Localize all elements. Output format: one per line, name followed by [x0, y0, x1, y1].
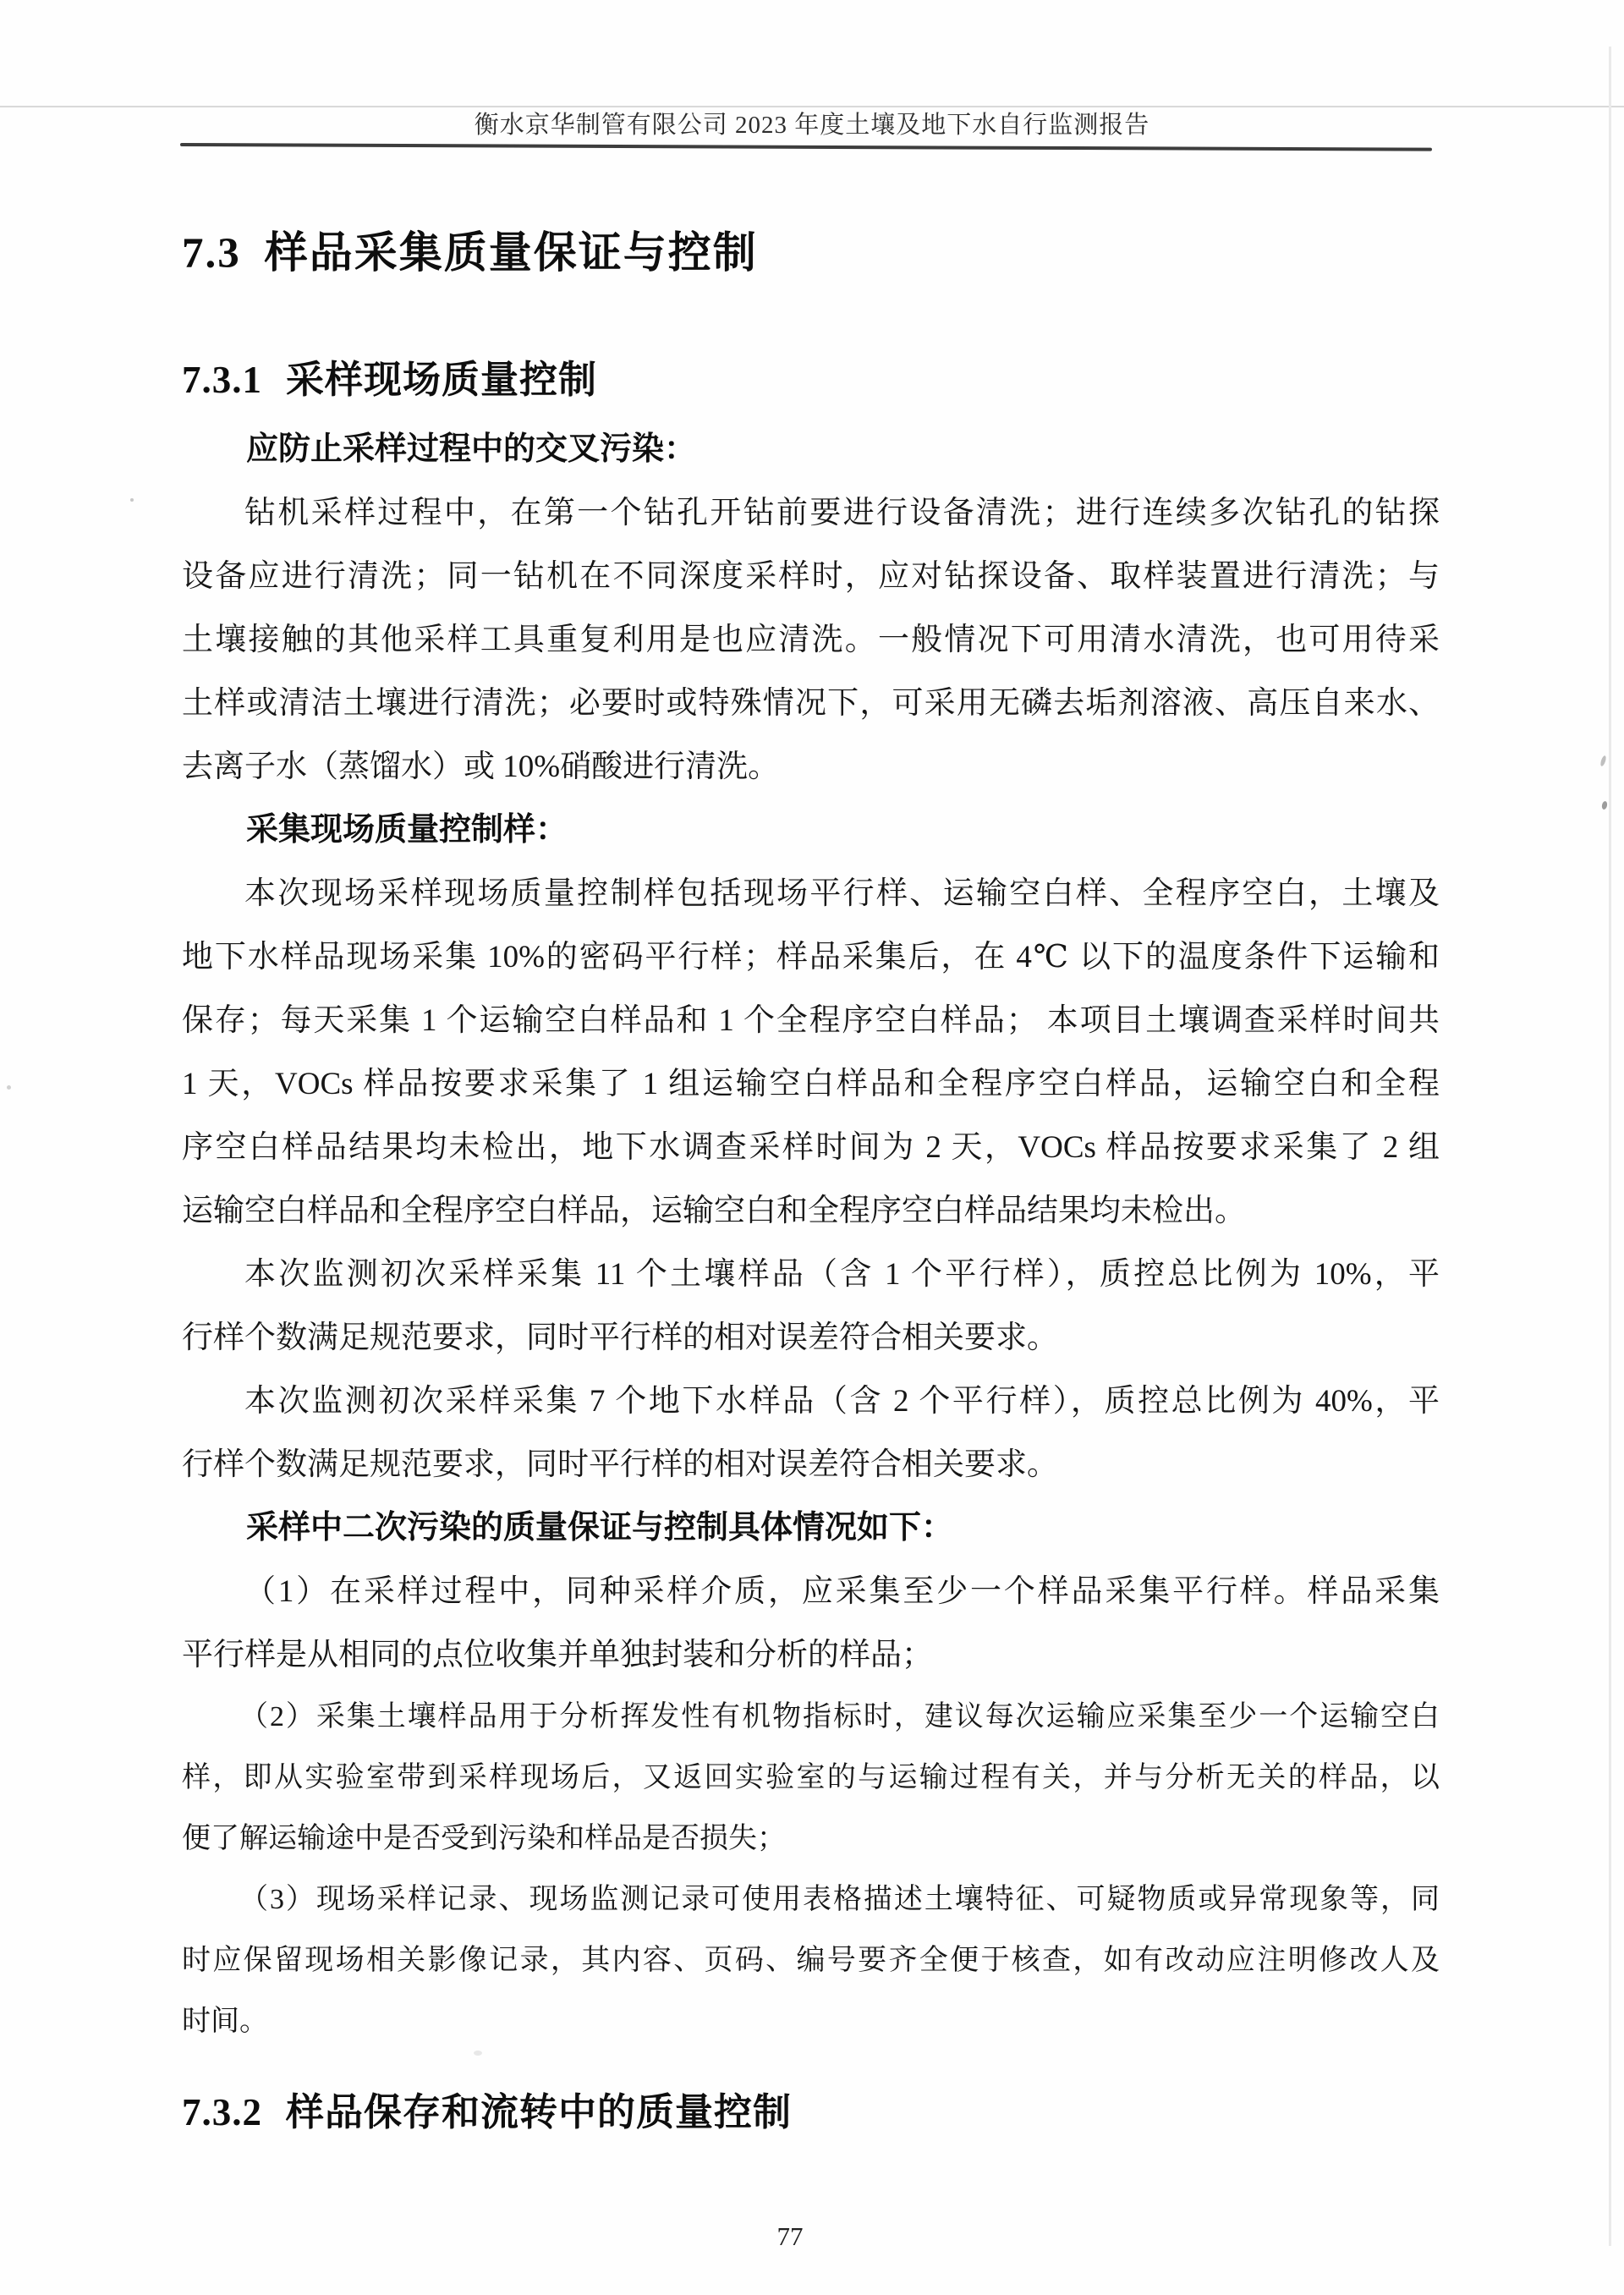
page-number: 77: [776, 2221, 804, 2251]
paragraph-line: 时间。: [182, 2006, 268, 2037]
paragraph-line: 地下水样品现场采集 10%的密码平行样；样品采集后，在 4℃ 以下的温度条件下运输和: [182, 940, 1440, 975]
scan-speck: [130, 498, 134, 502]
paragraph: [182, 1687, 1440, 1869]
paragraph: [182, 481, 1440, 799]
paragraph-line: 本次监测初次采样采集 7 个地下水样品（含 2 个平行样），质控总比例为 40%，平: [244, 1384, 1440, 1419]
paragraph-lead: 采样中二次污染的质量保证与控制具体情况如下：: [246, 1510, 954, 1546]
section-heading-7-3-1: [182, 359, 597, 401]
paragraph-line: 时应保留现场相关影像记录，其内容、页码、编号要齐全便于核查，如有改动应注明修改人及: [182, 1945, 1440, 1976]
section-title: 样品采集质量保证与控制: [264, 230, 758, 277]
paragraph-line: （1）在采样过程中，同种采样介质，应采集至少一个样品采集平行样。样品采集: [244, 1574, 1440, 1609]
paragraph-line: 本次现场采样现场质量控制样包括现场平行样、运输空白样、全程序空白，土壤及: [244, 876, 1440, 911]
paragraph-line: 土样或清洁土壤进行清洗；必要时或特殊情况下，可采用无磷去垢剂溶液、高压自来水、: [182, 686, 1440, 721]
paragraph-line: 钻机采样过程中，在第一个钻孔开钻前要进行设备清洗；进行连续多次钻孔的钻探: [244, 496, 1440, 530]
paragraph-line: 平行样是从相同的点位收集并单独封装和分析的样品；: [182, 1638, 933, 1672]
paragraph-line: 样，即从实验室带到采样现场后，又返回实验室的与运输过程有关，并与分析无关的样品，以: [182, 1762, 1440, 1793]
paragraph-lead: 应防止采样过程中的交叉污染：: [246, 431, 697, 467]
section-title: 采样现场质量控制: [286, 359, 598, 401]
scan-speck: [7, 1085, 11, 1090]
paragraph-line: 行样个数满足规范要求，同时平行样的相对误差符合相关要求。: [182, 1320, 1058, 1355]
header-top-rule: [0, 106, 1624, 107]
paragraph-line: 运输空白样品和全程序空白样品，运输空白和全程序空白样品结果均未检出。: [182, 1194, 1246, 1228]
paragraph-line: （2）采集土壤样品用于分析挥发性有机物指标时，建议每次运输应采集至少一个运输空白: [239, 1701, 1440, 1732]
scan-speck: [1601, 800, 1608, 810]
paragraph: [182, 862, 1440, 1243]
paragraph-line: 1 天，VOCs 样品按要求采集了 1 组运输空白样品和全程序空白样品，运输空白和全程: [182, 1067, 1440, 1101]
scan-speck: [474, 2051, 482, 2056]
paragraph: [182, 1560, 1440, 1687]
section-number: 7.3.1: [182, 359, 262, 401]
paragraph-line: 序空白样品结果均未检出，地下水调查采样时间为 2 天，VOCs 样品按要求采集了 2 组: [182, 1130, 1440, 1165]
paragraph-line: 土壤接触的其他采样工具重复利用是也应清洗。一般情况下可用清水清洗，也可用待采: [182, 623, 1440, 657]
paragraph-line: 保存；每天采集 1 个运输空白样品和 1 个全程序空白样品； 本项目土壤调查采样时间共: [182, 1003, 1440, 1038]
paragraph-line: 设备应进行清洗；同一钻机在不同深度采样时，应对钻探设备、取样装置进行清洗；与: [182, 559, 1440, 594]
section-heading-7-3: [182, 230, 758, 277]
paragraph-line: 本次监测初次采样采集 11 个土壤样品（含 1 个平行样），质控总比例为 10%，平: [244, 1257, 1440, 1292]
header-underline-rule: [180, 143, 1432, 151]
scan-speck: [1599, 755, 1607, 767]
section-title: 样品保存和流转中的质量控制: [286, 2091, 793, 2133]
section-number: 7.3: [182, 230, 241, 277]
paragraph-line: （3）现场采样记录、现场监测记录可使用表格描述土壤特征、可疑物质或异常现象等，同: [239, 1884, 1440, 1915]
scan-edge-shadow: [1609, 47, 1611, 2246]
paragraph-line: 去离子水（蒸馏水）或 10%硝酸进行清洗。: [182, 749, 780, 784]
section-number: 7.3.2: [182, 2091, 262, 2133]
paragraph-lead: 采集现场质量控制样：: [246, 812, 568, 848]
paragraph-line: 行样个数满足规范要求，同时平行样的相对误差符合相关要求。: [182, 1447, 1058, 1482]
page-header-title: 衡水京华制管有限公司 2023 年度土壤及地下水自行监测报告: [474, 112, 1150, 139]
paragraph: [182, 1370, 1440, 1496]
section-heading-7-3-2: [182, 2091, 792, 2133]
paragraph: [182, 1869, 1440, 2052]
paragraph-line: 便了解运输途中是否受到污染和样品是否损失；: [182, 1823, 786, 1854]
paragraph: [182, 1243, 1440, 1370]
